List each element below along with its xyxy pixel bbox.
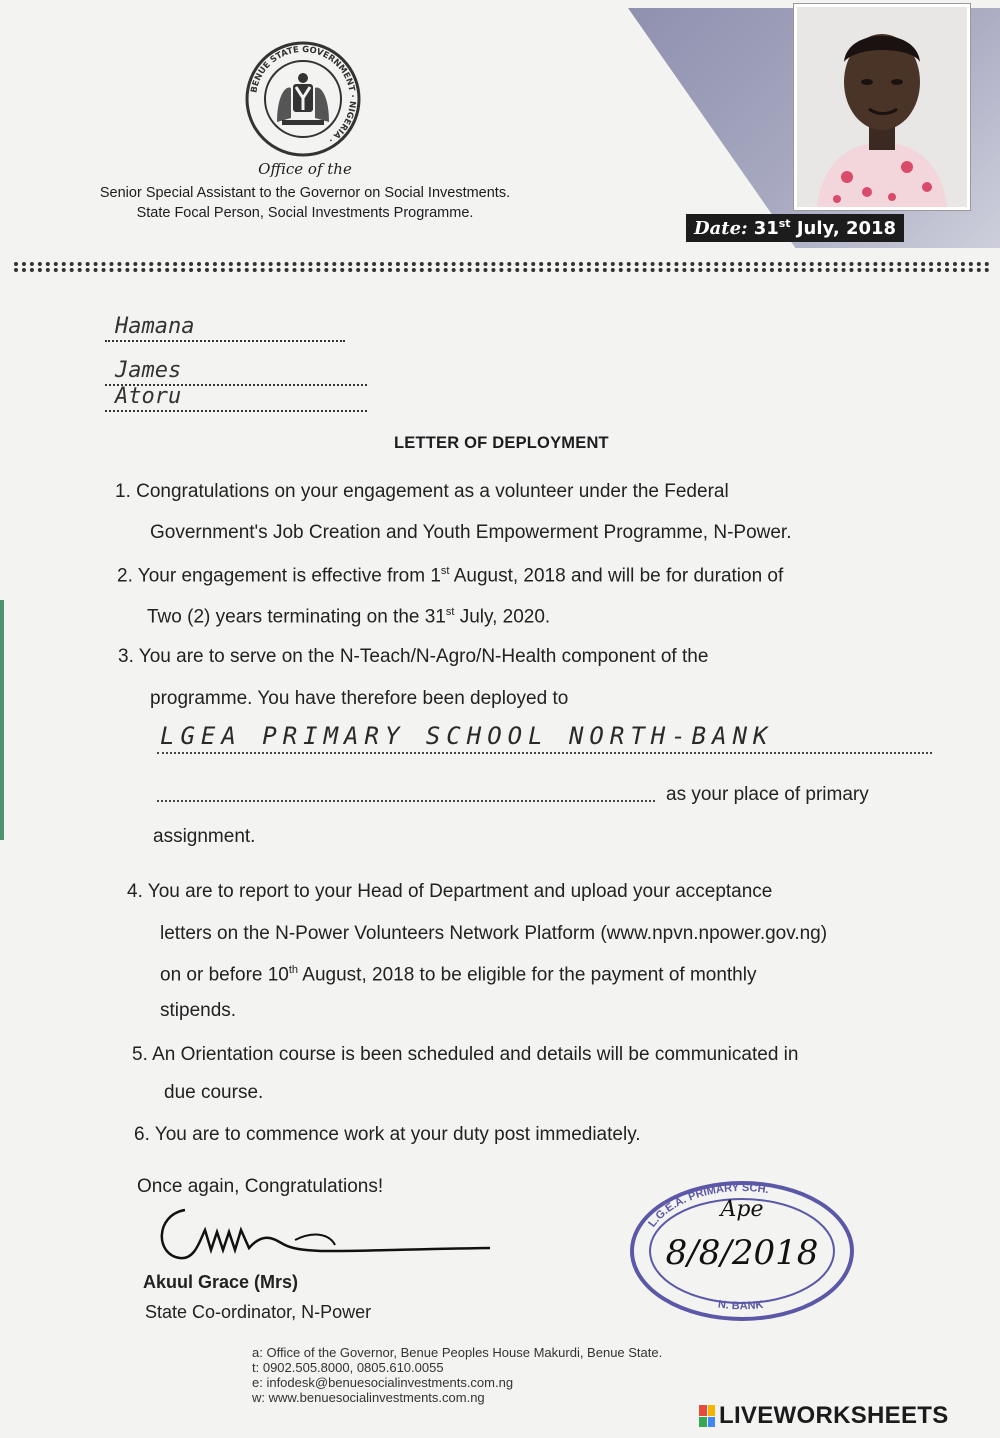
fill-dotted-line-1	[157, 752, 932, 754]
date-badge	[686, 214, 904, 242]
item-2-line-b: Two (2) years terminating on the 31st July, 2020.	[147, 606, 551, 628]
item-4-line-b: letters on the N-Power Volunteers Network Platform (www.npvn.npower.gov.ng)	[160, 923, 828, 944]
recipient-line-1: Hamana	[105, 314, 345, 342]
recipient-line-2: James	[105, 358, 367, 386]
footer-address: a: Office of the Governor, Benue Peoples House Makurdi, Benue State.	[252, 1345, 663, 1360]
liveworksheets-watermark	[699, 1402, 949, 1430]
stamp-initials: Ape	[720, 1197, 764, 1222]
stamp-bottom-text: N. BANK	[717, 1298, 765, 1313]
fill-dotted-line-2	[157, 800, 655, 802]
deployment-school-handwritten: LGEA PRIMARY SCHOOL NORTH-BANK	[160, 722, 774, 750]
footer-website: w: www.benuesocialinvestments.com.ng	[252, 1390, 485, 1405]
page-edge-mark	[0, 600, 4, 840]
item-3-line-c: as your place of primary	[666, 784, 869, 805]
item-4-line-d: stipends.	[160, 1000, 237, 1021]
office-title-line: Senior Special Assistant to the Governor on Social Investments.	[99, 185, 511, 201]
liveworksheets-brand: LIVEWORKSHEETS	[719, 1402, 949, 1429]
person-photo-icon	[797, 7, 967, 207]
signer-title: State Co-ordinator, N-Power	[145, 1302, 372, 1322]
item-3-line-d: assignment.	[153, 826, 256, 847]
item-2-line-a: 2. Your engagement is effective from 1st August, 2018 and will be for duration of	[117, 565, 784, 587]
footer-phone: t: 0902.505.8000, 0805.610.0055	[252, 1360, 444, 1375]
stamp-top-text: L.G.E.A. PRIMARY SCH.	[646, 1181, 770, 1230]
svg-text:N. BANK	[717, 1298, 764, 1312]
signature-icon	[145, 1200, 495, 1270]
school-stamp	[626, 1176, 858, 1326]
item-4-line-c: on or before 10th August, 2018 to be eligible for the payment of monthly	[160, 964, 757, 986]
coat-of-arms-seal	[244, 40, 362, 158]
letter-title: LETTER OF DEPLOYMENT	[394, 434, 609, 452]
recipient-line-3: Atoru	[105, 384, 367, 412]
passport-photo	[794, 4, 970, 210]
liveworksheets-logo-icon	[699, 1405, 715, 1427]
closing-congrats: Once again, Congratulations!	[137, 1176, 384, 1197]
item-5-line-a: 5. An Orientation course is been scheduled and details will be communicated in	[132, 1044, 799, 1065]
date-label: Date:	[694, 217, 748, 239]
svg-text:BENUE STATE GOVERNMENT · NIGER: BENUE STATE GOVERNMENT · NIGERIA ·	[249, 44, 358, 145]
stamp-date: 8/8/2018	[665, 1233, 819, 1273]
office-of-label: Office of the	[258, 160, 352, 178]
item-1-line-b: Government's Job Creation and Youth Empowerment Programme, N-Power.	[150, 522, 792, 543]
item-3-line-b: programme. You have therefore been deployed to	[150, 688, 569, 709]
item-3-line-a: 3. You are to serve on the N-Teach/N-Agro/N-Health component of the	[118, 646, 709, 667]
item-4-line-a: 4. You are to report to your Head of Department and upload your acceptance	[127, 881, 773, 902]
header-divider	[14, 262, 990, 272]
office-subtitle-line: State Focal Person, Social Investments Programme.	[136, 205, 474, 221]
contact-footer	[252, 1345, 662, 1405]
item-5-line-b: due course.	[164, 1082, 264, 1103]
signer-name: Akuul Grace (Mrs)	[143, 1272, 299, 1292]
footer-email: e: infodesk@benuesocialinvestments.com.ng	[252, 1375, 514, 1390]
date-value: 31st July, 2018	[753, 217, 897, 239]
item-1-line-a: 1. Congratulations on your engagement as a volunteer under the Federal	[115, 481, 729, 502]
item-6: 6. You are to commence work at your duty post immediately.	[134, 1124, 641, 1145]
